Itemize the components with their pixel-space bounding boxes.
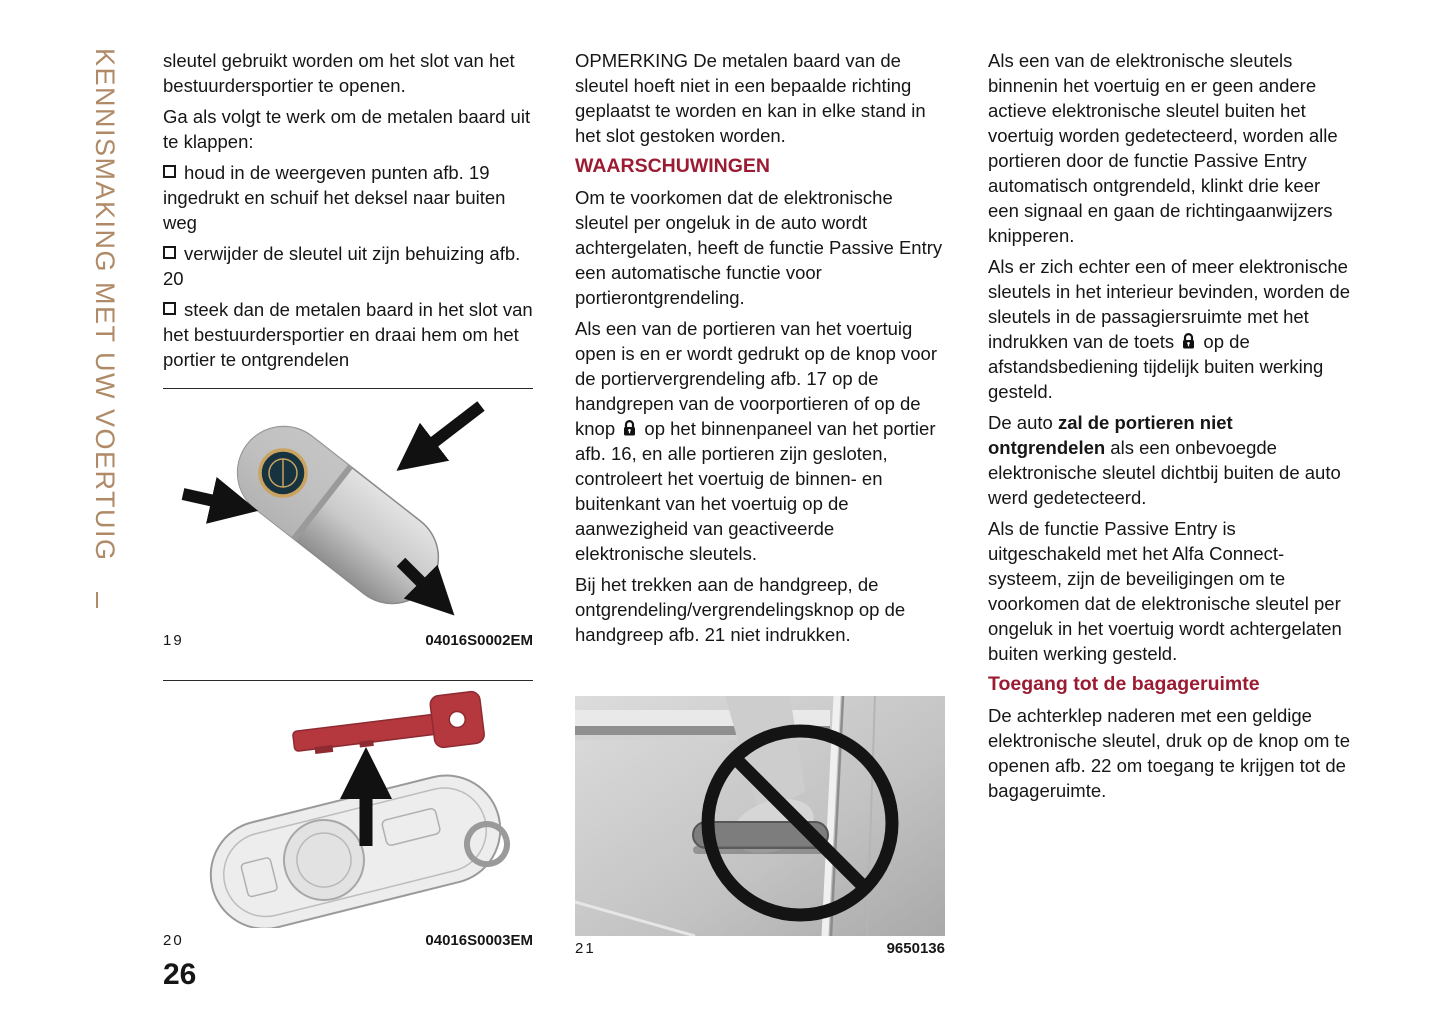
paragraph: Als een van de elektronische sleutels binnenin het voertuig en er geen andere actieve elektronische sleutel buiten het voertuig worden gedetecteerd, worden alle portieren door de functie Passive Entry automatisch ontgrendeld, klinkt drie keer een signaal en gaan de richtingaanwijzers knipperen. xyxy=(988,50,1338,246)
square-bullet-icon xyxy=(163,302,176,315)
paragraph-text: op de afstandsbediening tijdelijk buiten werking gesteld. xyxy=(988,331,1324,402)
figure-code: 04016S0002EM xyxy=(425,632,533,649)
figure-code: 04016S0003EM xyxy=(425,932,533,949)
paragraph: Bij het trekken aan de handgreep, de ontgrendeling/vergrendelingsknop op de handgreep afb. 21 niet indrukken. xyxy=(575,574,906,645)
figure-21-caption xyxy=(575,940,945,957)
page-number: 26 xyxy=(163,958,197,991)
paragraph-with-bold xyxy=(988,410,1353,510)
figure-19-key-fob xyxy=(163,394,533,637)
metal-key-blade xyxy=(290,691,485,766)
key-blade-illustration xyxy=(163,688,533,928)
paragraph-text: De auto xyxy=(988,412,1058,433)
figure-code: 9650136 xyxy=(886,940,945,957)
figure-19-caption xyxy=(163,632,533,649)
figure-20-caption xyxy=(163,932,533,949)
paragraph: Als de functie Passive Entry is uitgeschakeld met het Alfa Connect-systeem, zijn de beveiligingen om te voorkomen dat de elektronische sleutel per ongeluk in het voertuig wordt achtergelaten buiten werking gesteld. xyxy=(988,518,1342,664)
paragraph-text: Als er zich echter een of meer elektronische sleutels in het interieur bevinden, worden de sleutels in de passagiersruimte met het indrukken van de toets xyxy=(988,256,1351,352)
bullet-text: verwijder de sleutel uit zijn behuizing afb. 20 xyxy=(163,243,521,289)
chapter-title-vertical: KENNISMAKING MET UW VOERTUIG xyxy=(90,48,120,562)
figure-21-door-handle-photo xyxy=(575,696,945,941)
paragraph-text: als een onbevoegde elektronische sleutel dichtbij buiten de auto werd gedetecteerd. xyxy=(988,437,1341,508)
fob-shell xyxy=(199,764,513,928)
padlock-icon xyxy=(622,420,637,437)
bullet-item xyxy=(163,160,535,235)
paragraph-with-icon xyxy=(575,316,947,566)
sidebar-rule xyxy=(96,592,98,608)
column-left xyxy=(163,48,535,378)
bullet-item xyxy=(163,241,535,291)
square-bullet-icon xyxy=(163,246,176,259)
divider xyxy=(163,388,533,389)
bullet-text: houd in de weergeven punten afb. 19 ingedrukt en schuif het deksel naar buiten weg xyxy=(163,162,506,233)
column-right xyxy=(988,48,1353,809)
alfa-romeo-logo xyxy=(260,450,306,496)
paragraph-text: Als een van de portieren van het voertuig open is en er wordt gedrukt op de knop voor de portiervergrendeling afb. 17 op de handgrepen van de voorportieren of op de knop xyxy=(575,318,938,439)
figure-number: 19 xyxy=(163,632,184,649)
padlock-icon xyxy=(1181,333,1196,350)
figure-number: 21 xyxy=(575,940,596,957)
bullet-text: steek dan de metalen baard in het slot van het bestuurdersportier en draai hem om het portier te ontgrendelen xyxy=(163,299,533,370)
figure-number: 20 xyxy=(163,932,184,949)
figure-20-key-blade xyxy=(163,688,533,933)
column-middle xyxy=(575,48,947,653)
paragraph-text: op het binnenpaneel van het portier afb. 16, en alle portieren zijn gesloten, controleert het voertuig de binnen- en buitenkant van het voertuig op de aanwezigheid van geactiveerde elektronische sleutels. xyxy=(575,418,936,564)
boot-access-heading: Toegang tot de bagageruimte xyxy=(988,673,1260,695)
divider xyxy=(163,680,533,681)
paragraph: Ga als volgt te werk om de metalen baard uit te klappen: xyxy=(163,106,531,152)
paragraph: De achterklep naderen met een geldige elektronische sleutel, druk op de knop om te openen afb. 22 om toegang te krijgen tot de bagageruimte. xyxy=(988,705,1350,801)
paragraph: sleutel gebruikt worden om het slot van het bestuurdersportier te openen. xyxy=(163,50,515,96)
bold-text: zal de portieren niet ontgrendelen xyxy=(988,412,1233,458)
square-bullet-icon xyxy=(163,165,176,178)
bullet-item xyxy=(163,297,535,372)
note-paragraph: OPMERKING De metalen baard van de sleutel hoeft niet in een bepaalde richting geplaatst te worden en kan in elke stand in het slot gestoken worden. xyxy=(575,50,926,146)
paragraph-with-icon xyxy=(988,254,1353,404)
arrow-top xyxy=(425,406,481,449)
warnings-heading: WAARSCHUWINGEN xyxy=(575,155,770,177)
arrow-left xyxy=(183,494,223,503)
key-fob-illustration xyxy=(163,394,533,632)
paragraph: Om te voorkomen dat de elektronische sleutel per ongeluk in de auto wordt achtergelaten, heeft de functie Passive Entry een automatische functie voor portierontgrendeling. xyxy=(575,187,943,308)
door-handle-photo xyxy=(575,696,945,936)
